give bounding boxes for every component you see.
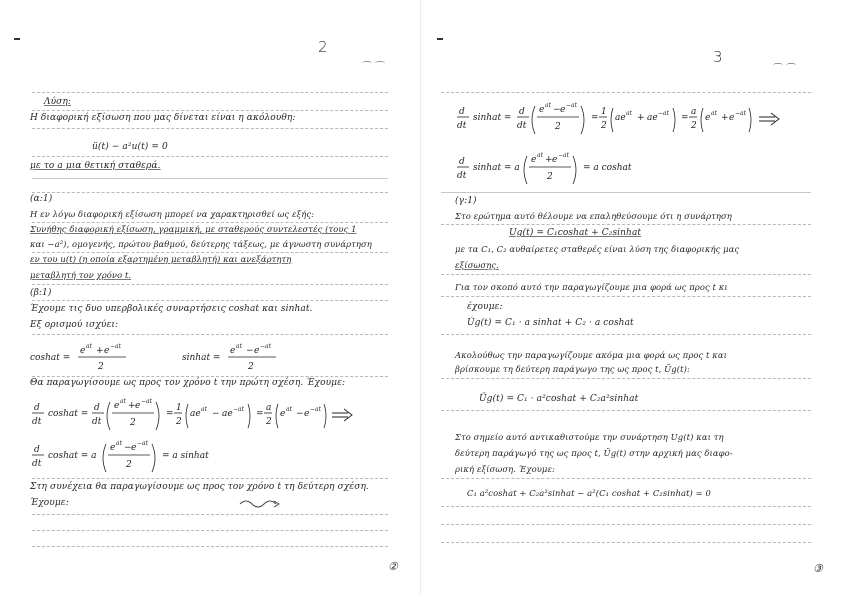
solution-heading: Λύση: bbox=[44, 97, 72, 107]
svg-text:e: e bbox=[304, 409, 310, 419]
svg-text:−: − bbox=[212, 409, 220, 419]
svg-text:−at: −at bbox=[310, 406, 322, 413]
sinh-definition bbox=[182, 340, 302, 374]
cosh-den: 2 bbox=[98, 362, 104, 372]
ruled-line bbox=[32, 530, 388, 531]
ruled-line bbox=[441, 542, 811, 543]
svg-text:−at: −at bbox=[566, 102, 578, 109]
svg-text:e: e bbox=[531, 155, 537, 165]
intro-text: Η διαφορική εξίσωση που μας δίνεται είναι η ακόλουθη: bbox=[30, 113, 296, 123]
part-b-defs: Εξ ορισμού ισχύει: bbox=[30, 320, 119, 330]
svg-text:e: e bbox=[135, 401, 141, 411]
cosh-num-e1: e bbox=[80, 346, 86, 356]
part-a-line: Συνήθης διαφορική εξίσωση, γραμμική, με σταθερούς συντελεστές (τους 1 bbox=[30, 224, 357, 234]
page-number: 3 bbox=[713, 48, 723, 66]
substitution-line-2: δεύτερη παράγωγό της ως προς t, Üg(t) στην αρχική μας διαφο- bbox=[455, 448, 733, 458]
ruled-line bbox=[441, 296, 811, 297]
sinh-exp2: −at bbox=[260, 343, 272, 350]
diff-again-text: Για τον σκοπό αυτό την παραγωγίζουμε μια φορά ως προς t κι bbox=[455, 282, 728, 292]
ruled-line bbox=[441, 378, 811, 379]
part-c-line: με τα C₁, C₂ αυθαίρετες σταθερές είναι λύση της διαφορικής μας bbox=[455, 244, 740, 254]
svg-text:dt: dt bbox=[457, 171, 467, 181]
svg-text:−at: −at bbox=[233, 406, 245, 413]
svg-text:−: − bbox=[124, 443, 132, 453]
svg-text:e: e bbox=[539, 105, 545, 115]
svg-text:2: 2 bbox=[130, 418, 136, 428]
sinh-derivative-line-1 bbox=[455, 100, 825, 140]
ruled-line bbox=[32, 284, 388, 285]
first-derivative: U̇g(t) = C₁ · a sinhat + C₂ · a coshat bbox=[467, 318, 634, 328]
ruled-line bbox=[441, 334, 811, 335]
deriv-cosh-label-2: coshat = a bbox=[48, 451, 97, 461]
hole-mark bbox=[437, 38, 443, 40]
svg-text:at: at bbox=[537, 152, 543, 159]
ruled-line bbox=[441, 478, 811, 479]
svg-text:−at: −at bbox=[558, 152, 570, 159]
hole-mark bbox=[14, 38, 20, 40]
svg-text:dt: dt bbox=[92, 417, 102, 427]
diff-intro: Θα παραγωγίσουμε ως προς τον χρόνο t την πρώτη σχέση. Έχουμε: bbox=[30, 378, 346, 388]
svg-text:at: at bbox=[201, 406, 207, 413]
ruled-line bbox=[441, 410, 811, 411]
second-derivative: Üg(t) = C₁ · a²coshat + C₂a²sinhat bbox=[479, 394, 639, 404]
cosh-num-e2: e bbox=[104, 346, 110, 356]
svg-text:at: at bbox=[120, 398, 126, 405]
part-a-line: εν του u(t) (η οποία εξαρτημένη μεταβλητή) και ανεξάρτητη bbox=[30, 254, 292, 264]
we-have-text: Έχουμε: bbox=[30, 498, 69, 508]
ruled-line bbox=[32, 178, 388, 179]
svg-text:a: a bbox=[691, 107, 697, 117]
part-b-label: (β:1) bbox=[30, 288, 52, 298]
ruled-line bbox=[32, 478, 388, 479]
svg-text:e: e bbox=[131, 443, 137, 453]
svg-text:e: e bbox=[705, 113, 711, 123]
page-number: 2 bbox=[318, 38, 328, 56]
svg-text:−at: −at bbox=[735, 110, 747, 117]
svg-text:e: e bbox=[110, 443, 116, 453]
ruled-line bbox=[441, 274, 811, 275]
svg-text:dt: dt bbox=[32, 459, 42, 469]
svg-text:+: + bbox=[637, 113, 645, 123]
svg-text:e: e bbox=[552, 155, 558, 165]
svg-text:at: at bbox=[626, 110, 632, 117]
sinh-lhs: sinhat = bbox=[182, 353, 221, 363]
svg-text:=: = bbox=[256, 409, 264, 419]
part-a-line: Η εν λόγω διαφορική εξίσωση μπορεί να χαρακτηρισθεί ως εξής: bbox=[30, 209, 315, 219]
sinh-num-e2: e bbox=[254, 346, 260, 356]
svg-text:−at: −at bbox=[141, 398, 153, 405]
ruled-line bbox=[32, 128, 388, 129]
svg-text:=: = bbox=[681, 113, 689, 123]
ruled-line bbox=[32, 546, 388, 547]
part-c-line: Στο ερώτημα αυτό θέλουμε να επαληθεύσουμε ότι η συνάρτηση bbox=[455, 211, 732, 221]
svg-text:at: at bbox=[286, 406, 292, 413]
ruled-line bbox=[32, 192, 388, 193]
svg-text:ae: ae bbox=[647, 113, 658, 123]
svg-text:−: − bbox=[296, 409, 304, 419]
part-b-intro: Έχουμε τις δυο υπερβολικές συναρτήσεις coshat και sinhat. bbox=[30, 304, 313, 314]
sinh-derivative-line-2 bbox=[455, 150, 675, 190]
svg-text:ae: ae bbox=[222, 409, 233, 419]
cosh-exp2: −at bbox=[110, 343, 122, 350]
svg-text:ae: ae bbox=[190, 409, 201, 419]
ruled-line bbox=[32, 110, 388, 111]
svg-text:dt: dt bbox=[457, 121, 467, 131]
svg-text:e: e bbox=[560, 105, 566, 115]
deriv-sinh-result: = a coshat bbox=[583, 163, 632, 173]
ruled-line bbox=[32, 222, 388, 223]
ruled-line bbox=[441, 506, 811, 507]
deriv-sinh-label: sinhat = bbox=[473, 113, 512, 123]
page-footer-mark: ② bbox=[388, 560, 398, 573]
second-intro-line-2: βρίσκουμε τη δεύτερη παράγωγο της ως προς t, Üg(t): bbox=[455, 364, 690, 374]
ruled-line bbox=[32, 156, 388, 157]
svg-text:=: = bbox=[591, 113, 599, 123]
substitution-line-1: Στο σημείο αυτό αντικαθιστούμε την συνάρτηση Ug(t) και τη bbox=[455, 432, 724, 442]
svg-text:d: d bbox=[94, 403, 100, 413]
ruled-line bbox=[32, 334, 388, 335]
corner-scribble: ⌒ ⌒ bbox=[773, 64, 797, 75]
we-have-text: έχουμε: bbox=[467, 302, 503, 312]
svg-text:+: + bbox=[128, 401, 136, 411]
sinh-minus: − bbox=[246, 346, 254, 356]
svg-text:2: 2 bbox=[266, 417, 272, 427]
ruled-line bbox=[32, 376, 388, 377]
part-c-line: Ug(t) = C₁coshat + C₂sinhat bbox=[509, 228, 642, 238]
svg-text:1: 1 bbox=[176, 403, 182, 413]
svg-text:d: d bbox=[459, 157, 465, 167]
part-a-label: (α:1) bbox=[30, 194, 53, 204]
svg-text:2: 2 bbox=[176, 417, 182, 427]
part-a-line: και −a²), ομογενής, πρώτου βαθμού, δεύτερης τάξεως, με άγνωστη συνάρτηση bbox=[30, 239, 372, 249]
cosh-derivative-line-2 bbox=[30, 438, 250, 478]
svg-text:dt: dt bbox=[32, 417, 42, 427]
svg-text:1: 1 bbox=[601, 107, 607, 117]
svg-text:d: d bbox=[459, 107, 465, 117]
svg-text:2: 2 bbox=[555, 122, 561, 132]
sinh-num-e1: e bbox=[230, 346, 236, 356]
svg-text:−at: −at bbox=[137, 440, 149, 447]
cosh-plus: + bbox=[96, 346, 104, 356]
part-c-label: (γ:1) bbox=[455, 196, 477, 206]
second-intro-line-1: Ακολούθως την παραγωγίζουμε ακόμα μια φορά ως προς t και bbox=[455, 350, 727, 360]
svg-text:at: at bbox=[116, 440, 122, 447]
ode-equation: ü(t) − a²u(t) = 0 bbox=[92, 142, 168, 152]
svg-text:ae: ae bbox=[615, 113, 626, 123]
svg-text:d: d bbox=[519, 107, 525, 117]
ruled-line bbox=[441, 524, 811, 525]
part-a-line: μεταβλητή τον χρόνο t. bbox=[30, 270, 132, 280]
ruled-line bbox=[32, 514, 388, 515]
svg-text:at: at bbox=[545, 102, 551, 109]
svg-text:e: e bbox=[729, 113, 735, 123]
ruled-line bbox=[441, 192, 811, 193]
deriv-cosh-result: = a sinhat bbox=[162, 451, 209, 461]
ruled-line bbox=[32, 92, 388, 93]
svg-text:at: at bbox=[711, 110, 717, 117]
squiggle-mark bbox=[238, 496, 282, 510]
svg-text:2: 2 bbox=[691, 121, 697, 131]
ruled-line bbox=[441, 224, 811, 225]
svg-text:2: 2 bbox=[547, 172, 553, 182]
svg-text:−: − bbox=[553, 105, 561, 115]
ruled-line bbox=[32, 252, 388, 253]
svg-text:−at: −at bbox=[658, 110, 670, 117]
svg-text:e: e bbox=[280, 409, 286, 419]
svg-text:dt: dt bbox=[517, 121, 527, 131]
final-equation: C₁ a²coshat + C₂a²sinhat − a²(C₁ coshat + C₂sinhat) = 0 bbox=[467, 488, 711, 498]
svg-text:=: = bbox=[166, 409, 174, 419]
ruled-line bbox=[441, 92, 811, 93]
svg-text:d: d bbox=[34, 403, 40, 413]
svg-text:+: + bbox=[545, 155, 553, 165]
svg-text:2: 2 bbox=[126, 460, 132, 470]
sinh-den: 2 bbox=[248, 362, 254, 372]
svg-text:+: + bbox=[721, 113, 729, 123]
svg-text:e: e bbox=[114, 401, 120, 411]
right-page bbox=[421, 0, 842, 595]
substitution-line-3: ρική εξίσωση. Έχουμε: bbox=[455, 464, 555, 474]
cosh-definition bbox=[30, 340, 150, 374]
cosh-lhs: coshat = bbox=[30, 353, 71, 363]
sinh-exp1: at bbox=[236, 343, 242, 350]
cosh-derivative-line-1 bbox=[30, 396, 360, 436]
svg-text:a: a bbox=[266, 403, 272, 413]
constant-note: με το a μια θετική σταθερά. bbox=[30, 161, 161, 171]
cosh-exp1: at bbox=[86, 343, 92, 350]
svg-text:d: d bbox=[34, 445, 40, 455]
deriv-cosh-label: coshat = bbox=[48, 409, 89, 419]
svg-text:2: 2 bbox=[601, 121, 607, 131]
corner-scribble: ⌒ ⌒ bbox=[362, 62, 386, 73]
ruled-line bbox=[32, 300, 388, 301]
continuation-text: Στη συνέχεια θα παραγωγίσουμε ως προς τον χρόνο t τη δεύτερη σχέση. bbox=[30, 482, 369, 492]
deriv-sinh-label-2: sinhat = a bbox=[473, 163, 520, 173]
page-footer-mark: ③ bbox=[813, 562, 823, 575]
part-c-line: εξίσωσης. bbox=[455, 260, 499, 270]
